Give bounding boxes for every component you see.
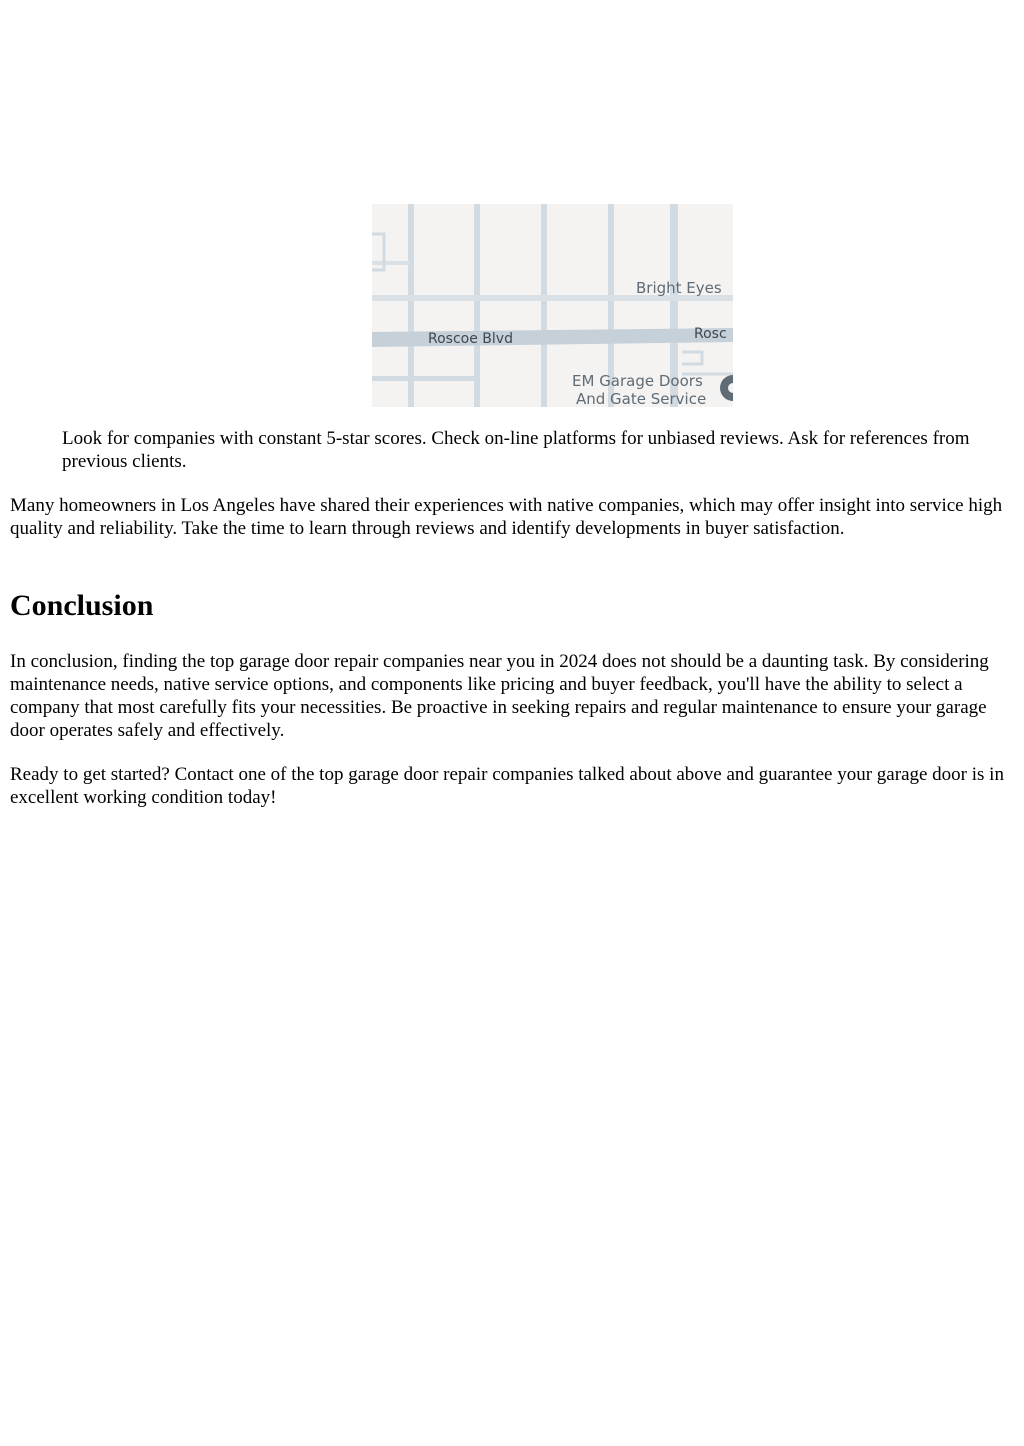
- map-embed[interactable]: [372, 204, 733, 407]
- map-canvas: [372, 204, 733, 407]
- paragraph-experiences: Many homeowners in Los Angeles have shared their experiences with native companies, which may offer insight into service high quality and reliability. Take the time to learn through reviews and identify developments in buyer satisfaction.: [10, 495, 1003, 539]
- map-label-road-right: Rosc: [694, 326, 727, 342]
- paragraph-call-to-action: Ready to get started? Contact one of the top garage door repair companies talked about above and guarantee your garage door is in excellent working condition today!: [10, 764, 1004, 808]
- map-street: [372, 376, 480, 381]
- map-label-road-left: Roscoe Blvd: [428, 331, 513, 347]
- map-label-business-line2: And Gate Service: [576, 390, 707, 407]
- map-street: [541, 204, 547, 407]
- map-label-business-line1: EM Garage Doors: [572, 372, 703, 390]
- paragraph-conclusion: In conclusion, finding the top garage door repair companies near you in 2024 does not should be a daunting task. By considering maintenance needs, native service options, and components like pricing and buyer feedback, you'll have the ability to select a company that most carefully fits your necessities. Be proactive in seeking repairs and regular maintenance to ensure your garage door operates safely and effectively.: [10, 651, 989, 741]
- map-street: [372, 261, 410, 265]
- blockquote-text: Look for companies with constant 5-star scores. Check on-line platforms for unbiased reviews. Ask for references from previous clients.: [62, 428, 970, 472]
- map-label-place: Bright Eyes: [636, 279, 722, 297]
- section-heading-conclusion: Conclusion: [10, 589, 154, 622]
